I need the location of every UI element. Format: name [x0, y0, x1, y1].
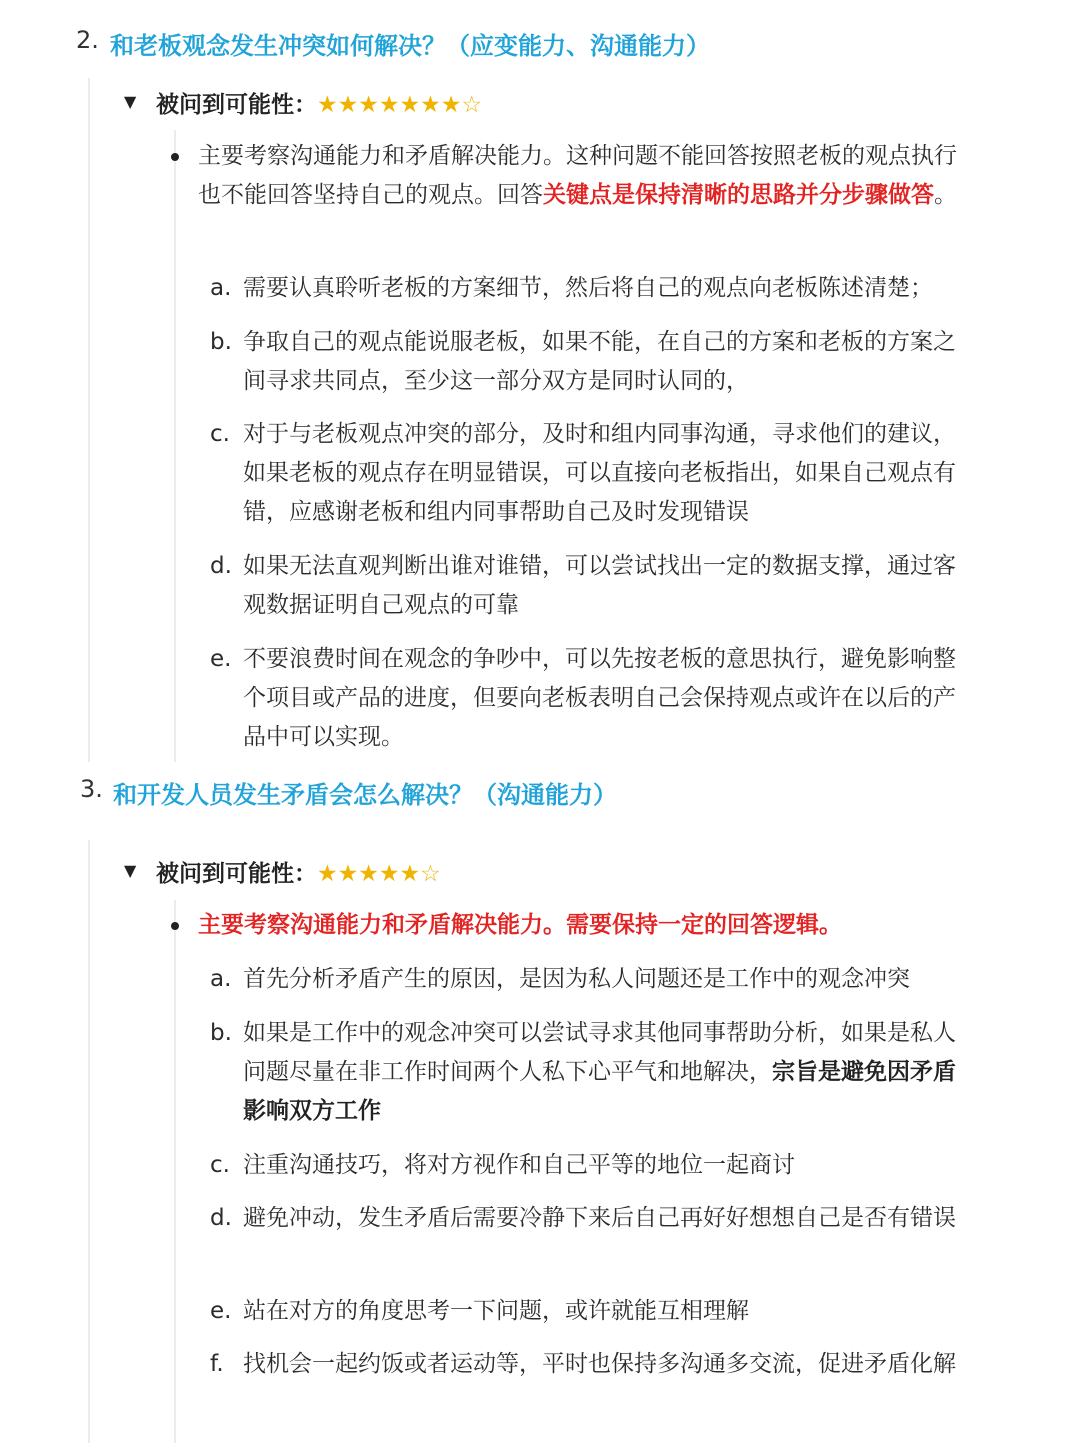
item-marker: b. — [210, 329, 232, 355]
summary-emphasis: 关键点是保持清晰的思路并分步骤做答 — [543, 182, 934, 208]
toggle-triangle-icon[interactable]: ▼ — [124, 92, 137, 111]
item-marker: e. — [210, 646, 232, 672]
list-item — [210, 415, 970, 532]
item-text: 争取自己的观点能说服老板，如果不能，在自己的方案和老板的方案之间寻求共同点，至少这一部分双方是同时认同的， — [243, 329, 956, 394]
guide-line — [174, 130, 176, 762]
star-rating — [317, 861, 441, 887]
item-marker: c. — [210, 1152, 230, 1178]
stars-empty: ☆ — [420, 861, 441, 887]
item-marker: b. — [210, 1020, 232, 1046]
probability-row — [156, 86, 482, 119]
item-text — [243, 1014, 970, 1131]
item-text: 对于与老板观点冲突的部分，及时和组内同事沟通，寻求他们的建议，如果老板的观点存在明显错误，可以直接向老板指出，如果自己观点有错，应感谢老板和组内同事帮助自己及时发现错误 — [243, 421, 956, 525]
item-text-strong: 宗旨是避免因矛盾影响双方工作 — [243, 1059, 956, 1124]
probability-label: 被问到可能性： — [156, 861, 317, 887]
summary-emphasis: 主要考察沟通能力和矛盾解决能力。需要保持一定的回答逻辑。 — [198, 912, 842, 938]
guide-line — [174, 900, 176, 1443]
list-item — [210, 547, 970, 625]
item-marker: d. — [210, 553, 232, 579]
question-2-title: 和老板观念发生冲突如何解决？（应变能力、沟通能力） — [110, 32, 710, 60]
list-item — [210, 960, 970, 999]
probability-row — [156, 855, 441, 888]
star-rating — [317, 92, 482, 118]
list-item — [210, 1014, 970, 1131]
stars-filled: ★★★★★ — [317, 861, 421, 887]
list-item — [210, 640, 970, 757]
item-text: 避免冲动，发生矛盾后需要冷静下来后自己再好好想想自己是否有错误 — [243, 1205, 956, 1231]
question-3-title: 和开发人员发生矛盾会怎么解决？（沟通能力） — [113, 781, 617, 809]
item-text: 如果无法直观判断出谁对谁错，可以尝试找出一定的数据支撑，通过客观数据证明自己观点的可靠 — [243, 553, 956, 618]
list-item — [210, 1345, 970, 1384]
list-item — [210, 1146, 970, 1185]
item-text: 需要认真聆听老板的方案细节，然后将自己的观点向老板陈述清楚； — [243, 275, 933, 301]
item-marker: d. — [210, 1205, 232, 1231]
bullet-icon — [171, 153, 179, 161]
item-text: 站在对方的角度思考一下问题，或许就能互相理解 — [243, 1298, 749, 1324]
bullet-icon — [171, 922, 179, 930]
item-text: 注重沟通技巧，将对方视作和自己平等的地位一起商讨 — [243, 1152, 795, 1178]
probability-label: 被问到可能性： — [156, 92, 317, 118]
item-marker: e. — [210, 1298, 232, 1324]
list-item — [210, 1199, 970, 1238]
summary-text: 主要考察沟通能力和矛盾解决能力。这种问题不能回答按照老板的观点执行也不能回答坚持自己的观点。回答 — [198, 143, 957, 208]
list-item — [210, 269, 970, 308]
summary-paragraph — [198, 906, 978, 945]
item-marker: a. — [210, 966, 232, 992]
summary-tail: 。 — [934, 182, 957, 208]
question-2-number: 2. — [76, 26, 99, 54]
guide-line — [88, 78, 90, 762]
item-text: 找机会一起约饭或者运动等，平时也保持多沟通多交流，促进矛盾化解 — [243, 1351, 956, 1377]
item-text: 不要浪费时间在观念的争吵中，可以先按老板的意思执行，避免影响整个项目或产品的进度，但要向老板表明自己会保持观点或许在以后的产品中可以实现。 — [243, 646, 956, 750]
item-text: 首先分析矛盾产生的原因，是因为私人问题还是工作中的观念冲突 — [243, 966, 910, 992]
stars-filled: ★★★★★★★ — [317, 92, 462, 118]
list-item — [210, 323, 970, 401]
question-3-number: 3. — [80, 775, 103, 803]
guide-line — [88, 840, 90, 1443]
summary-paragraph — [198, 137, 958, 215]
toggle-triangle-icon[interactable]: ▼ — [124, 861, 137, 880]
item-marker: a. — [210, 275, 232, 301]
stars-empty: ☆ — [461, 92, 482, 118]
item-marker: c. — [210, 421, 230, 447]
item-marker: f. — [210, 1351, 224, 1377]
list-item — [210, 1292, 970, 1331]
item-text-normal: 如果是工作中的观念冲突可以尝试寻求其他同事帮助分析，如果是私人问题尽量在非工作时间两个人私下心平气和地解决， — [243, 1020, 956, 1085]
